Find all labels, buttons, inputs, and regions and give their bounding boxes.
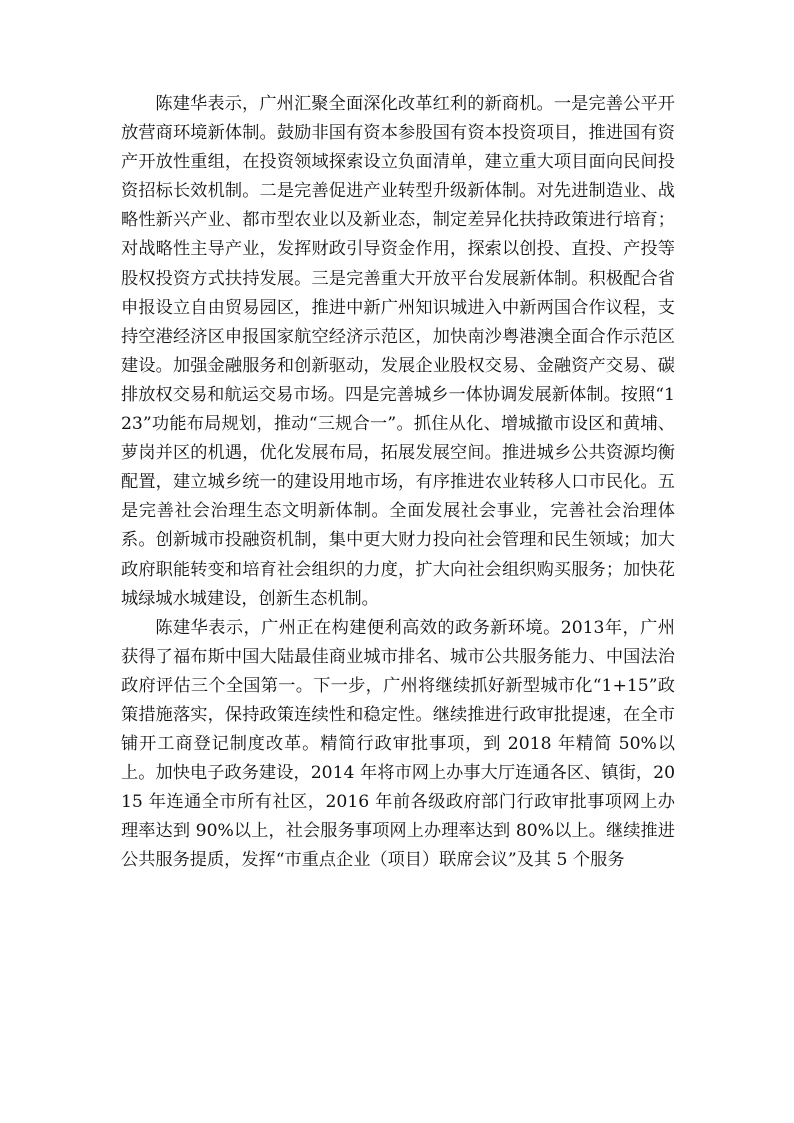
paragraph-reform-opportunities: 陈建华表示，广州汇聚全面深化改革红利的新商机。一是完善公平开放营商环境新体制。鼓励非国有资本参股国有资本投资项目，推进国有资产开放性重组，在投资领域探索设立负面清单，建立重大项目面向民间投资招标长效机制。二是完善促进产业转型升级新体制。对先进制造业、战略性新兴产业、都市型农业以及新业态，制定差异化扶持政策进行培育；对战略性主导产业，发挥财政引导资金作用，探索以创投、直投、产投等股权投资方式扶持发展。三是完善重大开放平台发展新体制。积极配合省申报设立自由贸易园区，推进中新广州知识城进入中新两国合作议程，支持空港经济区申报国家航空经济示范区，加快南沙粤港澳全面合作示范区建设。加强金融服务和创新驱动，发展企业股权交易、金融资产交易、碳排放权交易和航运交易市场。四是完善城乡一体协调发展新体制。按照“123”功能布局规划，推动“三规合一”。抓住从化、增城撤市设区和黄埔、萝岗并区的机遇，优化发展布局，拓展发展空间。推进城乡公共资源均衡配置，建立城乡统一的建设用地市场，有序推进农业转移人口市民化。五是完善社会治理生态文明新体制。全面发展社会事业，完善社会治理体系。创新城市投融资机制，集中更大财力投向社会管理和民生领域；加大政府职能转变和培育社会组织的力度，扩大向社会组织购买服务；加快花城绿城水城建设，创新生态机制。 (121, 94, 675, 609)
paragraph-government-services: 陈建华表示，广州正在构建便利高效的政务新环境。2013年，广州获得了福布斯中国大陆最佳商业城市排名、城市公共服务能力、中国法治政府评估三个全国第一。下一步，广州将继续抓好新型城市化“1+15”政策措施落实，保持政策连续性和稳定性。继续推进行政审批提速，在全市铺开工商登记制度改革。精简行政审批事项，到 2018 年精简 50%以上。加快电子政务建设，2014 年将市网上办事大厅连通各区、镇街，2015 年连通全市所有社区，2016 年前各级政府部门行政审批事项网上办理率达到 90%以上，社会服务事项网上办理率达到 80%以上。继续推进公共服务提质，发挥“市重点企业（项目）联席会议”及其 5 个服务 (121, 617, 675, 871)
body-text (121, 90, 675, 876)
